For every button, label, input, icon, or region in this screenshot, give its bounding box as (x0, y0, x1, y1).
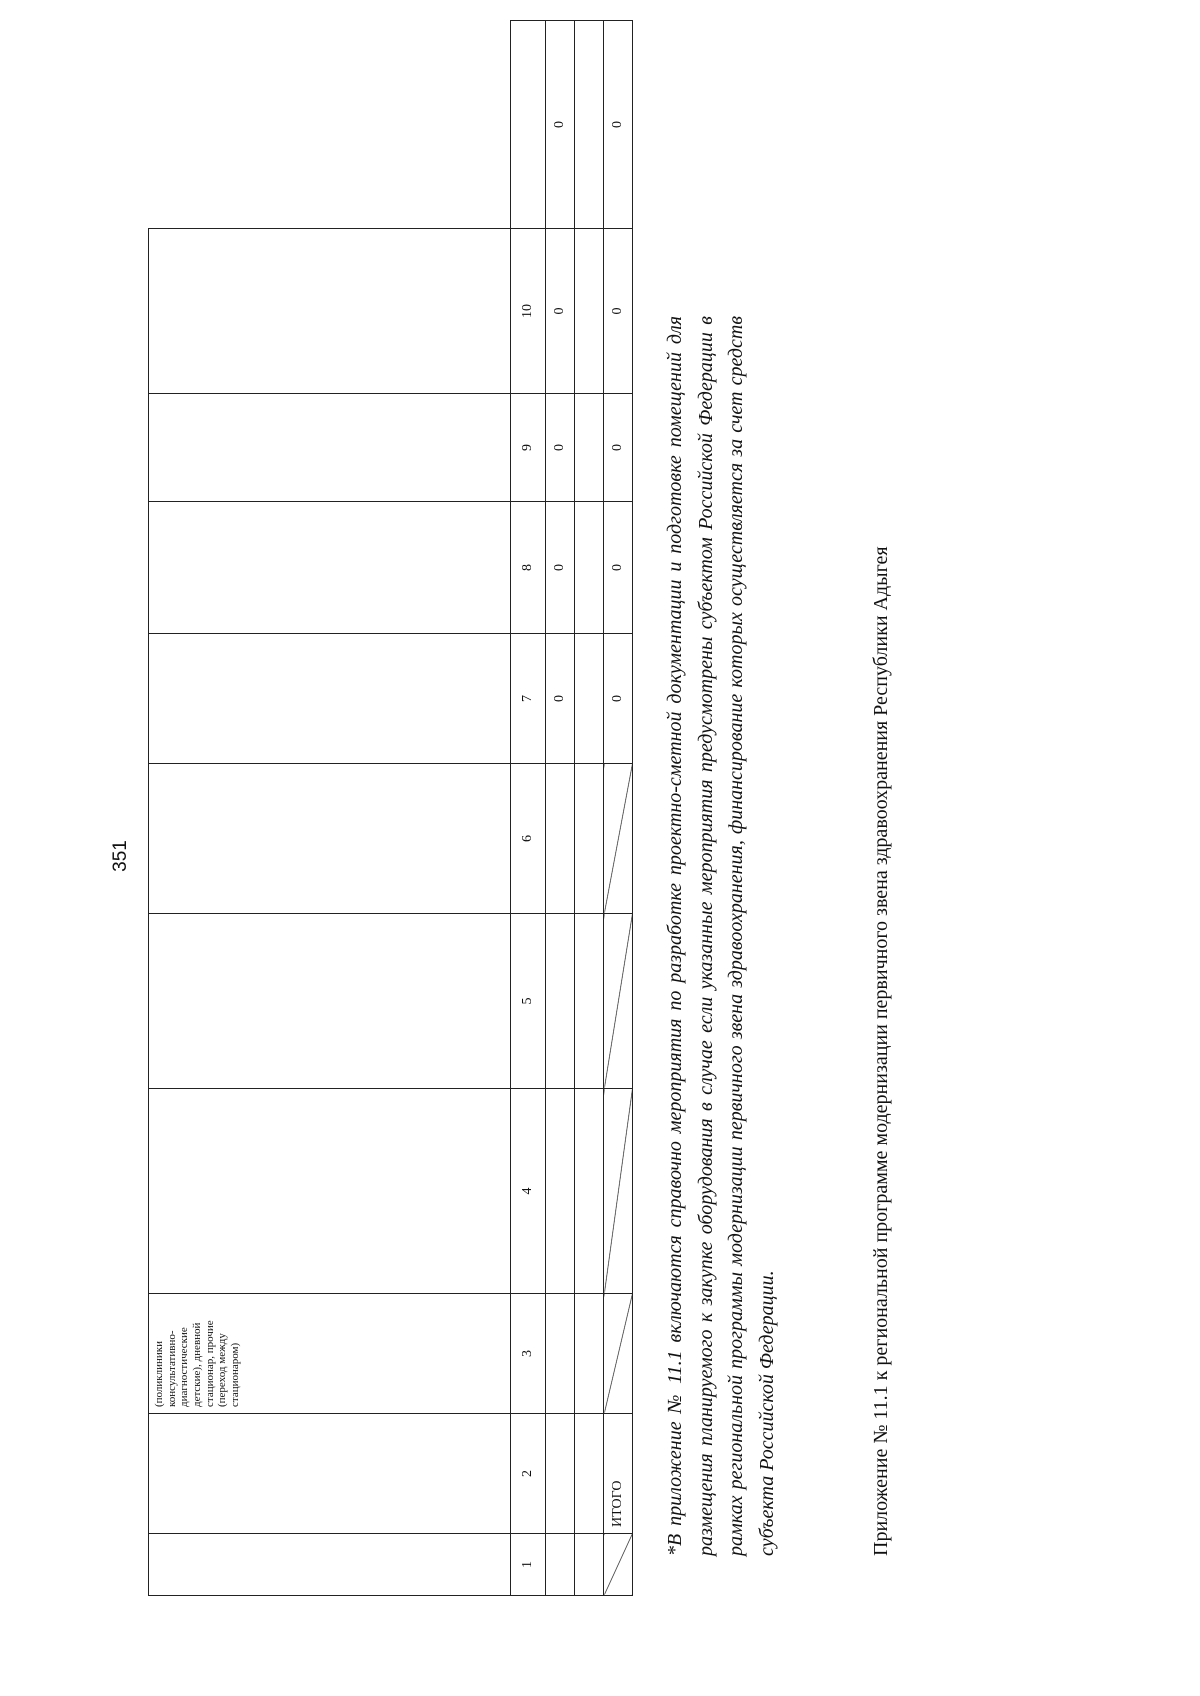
upper-cell-7 (149, 634, 511, 764)
upper-cell-5 (149, 914, 511, 1089)
diagonal-cell (604, 1089, 633, 1294)
page-number: 351 (110, 840, 131, 872)
table-cell-value: 0 (546, 229, 575, 394)
upper-cell-9 (149, 394, 511, 502)
table-cell (546, 1414, 575, 1534)
table-cell (546, 1534, 575, 1596)
col-number-11 (511, 21, 546, 229)
col-number-8: 8 (511, 502, 546, 634)
table-header-row (511, 21, 546, 1596)
upper-cell-2 (149, 1414, 511, 1534)
total-cell-value: 0 (604, 502, 633, 634)
col-number-9: 9 (511, 394, 546, 502)
table-cell-value: 0 (546, 502, 575, 634)
total-cell-value: 0 (604, 394, 633, 502)
col-number-3: 3 (511, 1294, 546, 1414)
total-cell-value: 0 (604, 229, 633, 394)
table-cell (546, 914, 575, 1089)
table-numbered (510, 20, 633, 1596)
total-row-label: ИТОГО (604, 1414, 633, 1534)
table-cell (575, 634, 604, 764)
col-number-7: 7 (511, 634, 546, 764)
table-cell (575, 394, 604, 502)
col-number-5: 5 (511, 914, 546, 1089)
table-cell (575, 21, 604, 229)
table-data-row (546, 21, 575, 1596)
table-cell (575, 764, 604, 914)
table-cell-value: 0 (546, 21, 575, 229)
table-upper-right (148, 228, 511, 764)
total-cell-value: 0 (604, 21, 633, 229)
upper-cell-4 (149, 1089, 511, 1294)
col-number-6: 6 (511, 764, 546, 914)
table-cell (575, 1294, 604, 1414)
col-number-10: 10 (511, 229, 546, 394)
table-cell (575, 1089, 604, 1294)
diagonal-cell (604, 914, 633, 1089)
upper-cell-text: (поликлиники консультативно-диагностические детские), дневной стационар, прочие (переход между стационаром) (153, 1320, 241, 1407)
table-cell (575, 1534, 604, 1596)
col-number-2: 2 (511, 1414, 546, 1534)
appendix-title: Приложение № 11.1 к региональной программе модернизации первичного звена здравоохранения Республики Адыгея (870, 546, 892, 1556)
col-number-4: 4 (511, 1089, 546, 1294)
footnote-text: *В приложение № 11.1 включаются справочно мероприятия по разработке проектно-сметной документации и подготовке помещений для размещения планируемого к закупке оборудования в случае если указанные мероприятия предусмотрены субъектом Российской Федерации в рамках региональной программы модернизации первичного звена здравоохранения, финансирование которых осуществляется за счет средств субъекта Российской Федерации. (664, 316, 778, 1556)
table-cell (575, 229, 604, 394)
upper-cell-1 (149, 1534, 511, 1596)
table-cell (575, 1414, 604, 1534)
upper-cell-3 (149, 1294, 511, 1414)
upper-cell-8 (149, 502, 511, 634)
upper-cell-10 (149, 229, 511, 394)
diagonal-cell (604, 1294, 633, 1414)
table-cell (575, 502, 604, 634)
table-cell-value: 0 (546, 634, 575, 764)
table-cell (575, 914, 604, 1089)
upper-cell-6 (149, 764, 511, 914)
table-cell (546, 1294, 575, 1414)
table-cell (546, 764, 575, 914)
total-cell-value: 0 (604, 634, 633, 764)
diagonal-cell (604, 1534, 633, 1596)
col-number-1: 1 (511, 1534, 546, 1596)
table-row-blank (575, 21, 604, 1596)
table-cell (546, 1089, 575, 1294)
diagonal-cell (604, 764, 633, 914)
table-cell-value: 0 (546, 394, 575, 502)
table-total-row (604, 21, 633, 1596)
table-upper-part (148, 763, 511, 1596)
